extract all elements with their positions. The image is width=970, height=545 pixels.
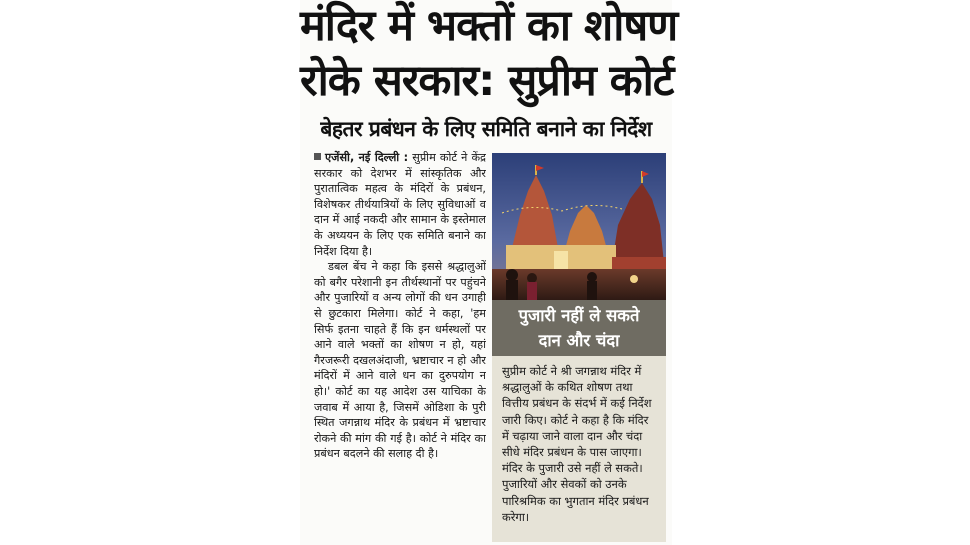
devotee — [527, 273, 537, 283]
article-paragraph-1 — [314, 150, 486, 259]
sidebar-title-line-1: पुजारी नहीं ले सकते — [518, 306, 640, 325]
temple-gate — [554, 251, 568, 271]
sidebar-title-line-2: दान और चंदा — [538, 331, 620, 350]
headline-line-2: रोके सरकार: सुप्रीम कोर्ट — [300, 56, 674, 106]
devotee — [527, 282, 537, 300]
dateline: एजेंसी, नई दिल्ली : — [325, 151, 409, 164]
headline-line-1: मंदिर में भक्तों का शोषण — [300, 1, 678, 51]
newspaper-clipping — [300, 0, 678, 545]
lamp — [630, 275, 638, 283]
devotee — [587, 272, 597, 282]
bullet-square-icon — [314, 153, 321, 160]
paragraph-1-text: सुप्रीम कोर्ट ने केंद्र सरकार को देशभर में सांस्कृतिक और पुरातात्विक महत्व के मंदिरों के प्रबंधन, विशेषकर तीर्थयात्रियों के लिए सुविधाओं व दान में आई नकदी और सामान के इस्तेमाल के अध्ययन के लिए एक समिति बनाने का निर्देश दिया है। — [314, 151, 486, 258]
subheadline: बेहतर प्रबंधन के लिए समिति बनाने का निर्देश — [320, 117, 652, 141]
devotee — [506, 280, 518, 300]
crowd-ground — [492, 269, 666, 300]
sidebar-title — [492, 300, 666, 356]
devotee — [506, 269, 518, 281]
temple-photo — [492, 153, 666, 300]
sidebar-text: सुप्रीम कोर्ट ने श्री जगन्नाथ मंदिर में श्रद्धालुओं के कथित शोषण तथा वित्तीय प्रबंधन के संदर्भ में कई निर्देश जारी किए। कोर्ट ने कहा है कि मंदिर में चढ़ाया जाने वाला दान और चंदा सीधे मंदिर प्रबंधन के पास जाएगा। मंदिर के पुजारी उसे नहीं ले सकते। पुजारियों और सेवकों को उनके पारिश्रमिक का भुगतान मंदिर प्रबंधन करेगा। — [492, 356, 666, 542]
article-body — [314, 150, 486, 542]
article-paragraph-2: डबल बेंच ने कहा कि इससे श्रद्धालुओं को बगैर परेशानी इन तीर्थस्थानों पर पहुंचने और पुजारियों व अन्य लोगों की धन उगाही से छुटकारा मिलेगा। कोर्ट ने कहा, 'हम सिर्फ इतना चाहते हैं कि इन धर्मस्थलों पर आने वाले भक्तों का शोषण न हो, यहां गैरजरूरी दखलअंदाजी, भ्रष्टाचार न हो और मंदिरों में आने वाले धन का दुरुपयोग न हो।' कोर्ट का यह आदेश उस याचिका के जवाब में आया है, जिसमें ओडिशा के पुरी स्थित जगन्नाथ मंदिर के प्रबंधन में भ्रष्टाचार रोकने की मांग की गई है। कोर्ट ने मंदिर का प्रबंधन बदलने की सलाह दी है। — [314, 260, 486, 461]
temple-illustration — [492, 153, 666, 300]
devotee — [587, 281, 597, 300]
